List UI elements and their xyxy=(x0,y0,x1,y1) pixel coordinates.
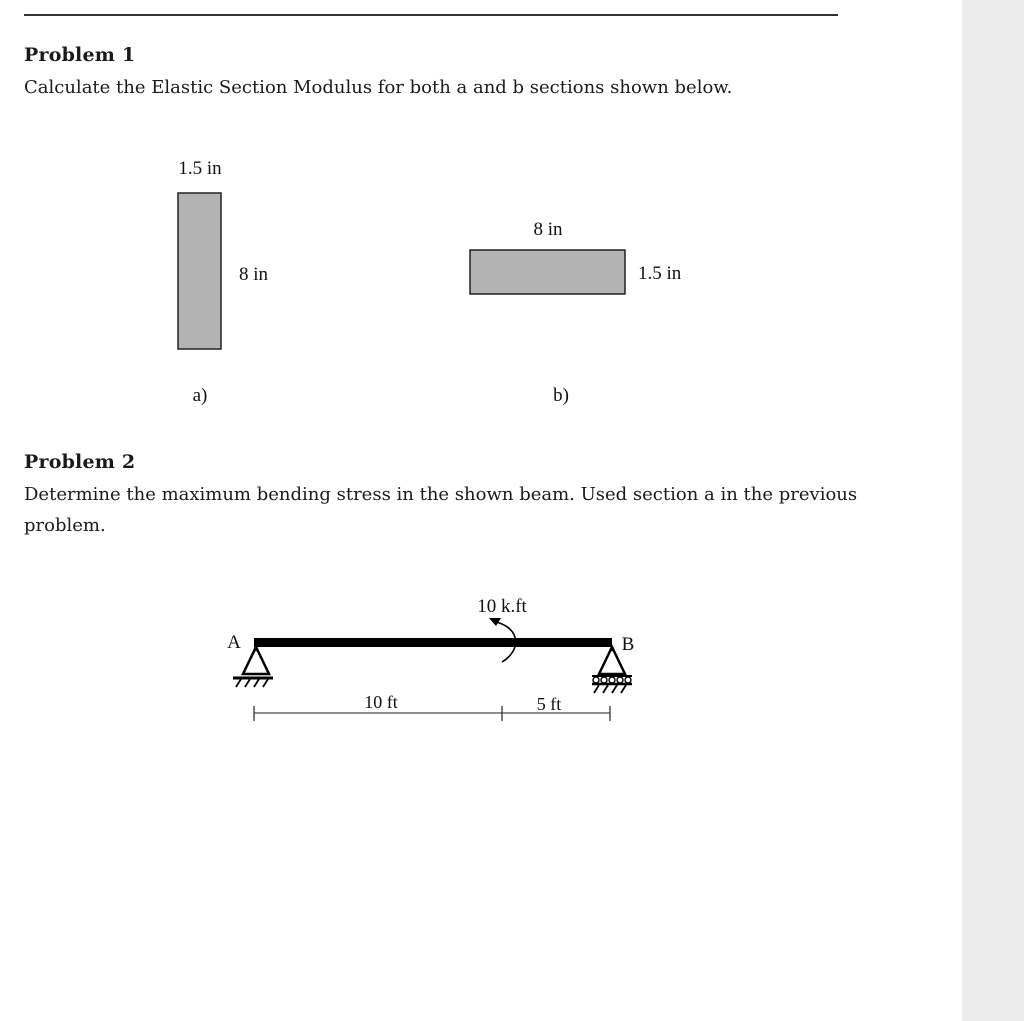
section-figures xyxy=(0,140,962,420)
section-a-width-label: 1.5 in xyxy=(178,158,222,179)
section-figures-svg xyxy=(0,140,962,420)
problem-1-text: Calculate the Elastic Section Modulus for both a and b sections shown below. xyxy=(24,77,733,98)
beam-figure-svg xyxy=(0,580,962,740)
section-b-width-label: 8 in xyxy=(533,219,563,240)
support-b-label: B xyxy=(621,634,635,655)
problem-2-text-line-1: Determine the maximum bending stress in the shown beam. Used section a in the previous xyxy=(24,484,858,505)
section-b-rectangle xyxy=(470,250,625,294)
section-a-caption: a) xyxy=(192,385,208,406)
beam xyxy=(254,638,612,647)
side-panel xyxy=(962,0,1024,1021)
section-a-rectangle xyxy=(178,193,221,349)
problem-1-heading: Problem 1 xyxy=(24,44,136,66)
problem-2-text-line-2: problem. xyxy=(24,515,106,536)
problem-2-heading: Problem 2 xyxy=(24,451,136,473)
section-b-height-label: 1.5 in xyxy=(638,263,682,284)
support-a-label: A xyxy=(227,632,241,653)
span-1-label: 10 ft xyxy=(364,692,398,712)
moment-label: 10 k.ft xyxy=(477,596,527,617)
section-b-caption: b) xyxy=(553,385,569,406)
beam-figure xyxy=(0,580,962,740)
section-a-height-label: 8 in xyxy=(239,264,269,285)
top-rule xyxy=(24,14,838,16)
span-2-label: 5 ft xyxy=(536,694,562,714)
